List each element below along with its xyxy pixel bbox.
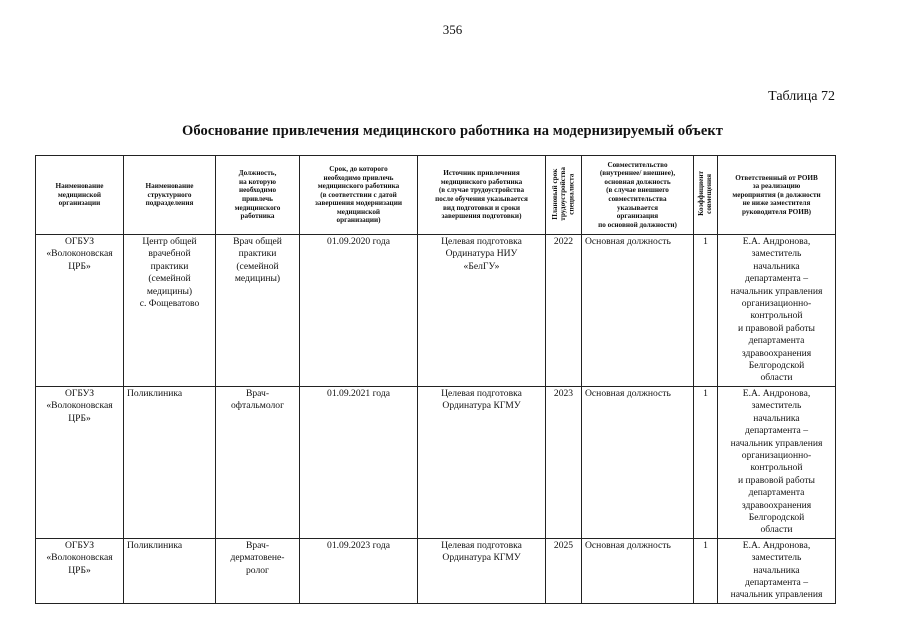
cell-deadline: 01.09.2021 года — [300, 386, 418, 538]
header-year: Плановый срок трудоустройства специалиста — [546, 156, 582, 235]
cell-year: 2023 — [546, 386, 582, 538]
table-label: Таблица 72 — [768, 89, 835, 104]
header-responsible: Ответственный от РОИВ за реализацию мероприятия (в должности не ниже заместителя руководителя РОИВ) — [718, 156, 836, 235]
header-unit: Наименование структурного подразделения — [124, 156, 216, 235]
header-deadline: Срок, до которого необходимо привлечь медицинского работника (в соответствии с датой завершения модернизации медицинской организации) — [300, 156, 418, 235]
table-row — [36, 386, 836, 538]
header-combination: Совместительство (внутреннее/ внешнее), основная должность (в случае внешнего совместительства указывается организация по основной должности) — [582, 156, 694, 235]
cell-year: 2022 — [546, 235, 582, 387]
cell-source: Целевая подготовка Ординатура КГМУ — [418, 538, 546, 603]
cell-combination: Основная должность — [582, 235, 694, 387]
cell-responsible: Е.А. Андронова, заместитель начальника департамента – начальник управления организационно- контрольной и правовой работы департамента здравоохранения Белгородской области — [718, 235, 836, 387]
data-table — [35, 155, 836, 604]
cell-combination: Основная должность — [582, 386, 694, 538]
cell-position: Врач общей практики (семейной медицины) — [216, 235, 300, 387]
table-row — [36, 538, 836, 603]
cell-coef: 1 — [694, 538, 718, 603]
cell-deadline: 01.09.2020 года — [300, 235, 418, 387]
cell-coef: 1 — [694, 235, 718, 387]
cell-org: ОГБУЗ «Волоконовская ЦРБ» — [36, 386, 124, 538]
header-org: Наименование медицинской организации — [36, 156, 124, 235]
page-number: 356 — [442, 22, 463, 37]
cell-unit: Центр общей врачебной практики (семейной медицины) с. Фощеватово — [124, 235, 216, 387]
document-title: Обоснование привлечения медицинского работника на модернизируемый объект — [181, 123, 724, 139]
cell-source: Целевая подготовка Ординатура КГМУ — [418, 386, 546, 538]
header-position: Должность, на которую необходимо привлечь медицинского работника — [216, 156, 300, 235]
table-row — [36, 235, 836, 387]
cell-position: Врач- офтальмолог — [216, 386, 300, 538]
cell-year: 2025 — [546, 538, 582, 603]
cell-combination: Основная должность — [582, 538, 694, 603]
cell-position: Врач- дерматовене- ролог — [216, 538, 300, 603]
cell-deadline: 01.09.2023 года — [300, 538, 418, 603]
cell-unit: Поликлиника — [124, 386, 216, 538]
cell-source: Целевая подготовка Ординатура НИУ «БелГУ» — [418, 235, 546, 387]
cell-responsible: Е.А. Андронова, заместитель начальника департамента – начальник управления — [718, 538, 836, 603]
cell-coef: 1 — [694, 386, 718, 538]
header-coef: Коэффициент совмещения — [694, 156, 718, 235]
header-source: Источник привлечения медицинского работника (в случае трудоустройства после обучения указывается вид подготовки и сроки завершения подготовки) — [418, 156, 546, 235]
cell-org: ОГБУЗ «Волоконовская ЦРБ» — [36, 235, 124, 387]
cell-unit: Поликлиника — [124, 538, 216, 603]
header-row — [36, 156, 836, 235]
cell-responsible: Е.А. Андронова, заместитель начальника департамента – начальник управления организационно- контрольной и правовой работы департамента здравоохранения Белгородской области — [718, 386, 836, 538]
cell-org: ОГБУЗ «Волоконовская ЦРБ» — [36, 538, 124, 603]
